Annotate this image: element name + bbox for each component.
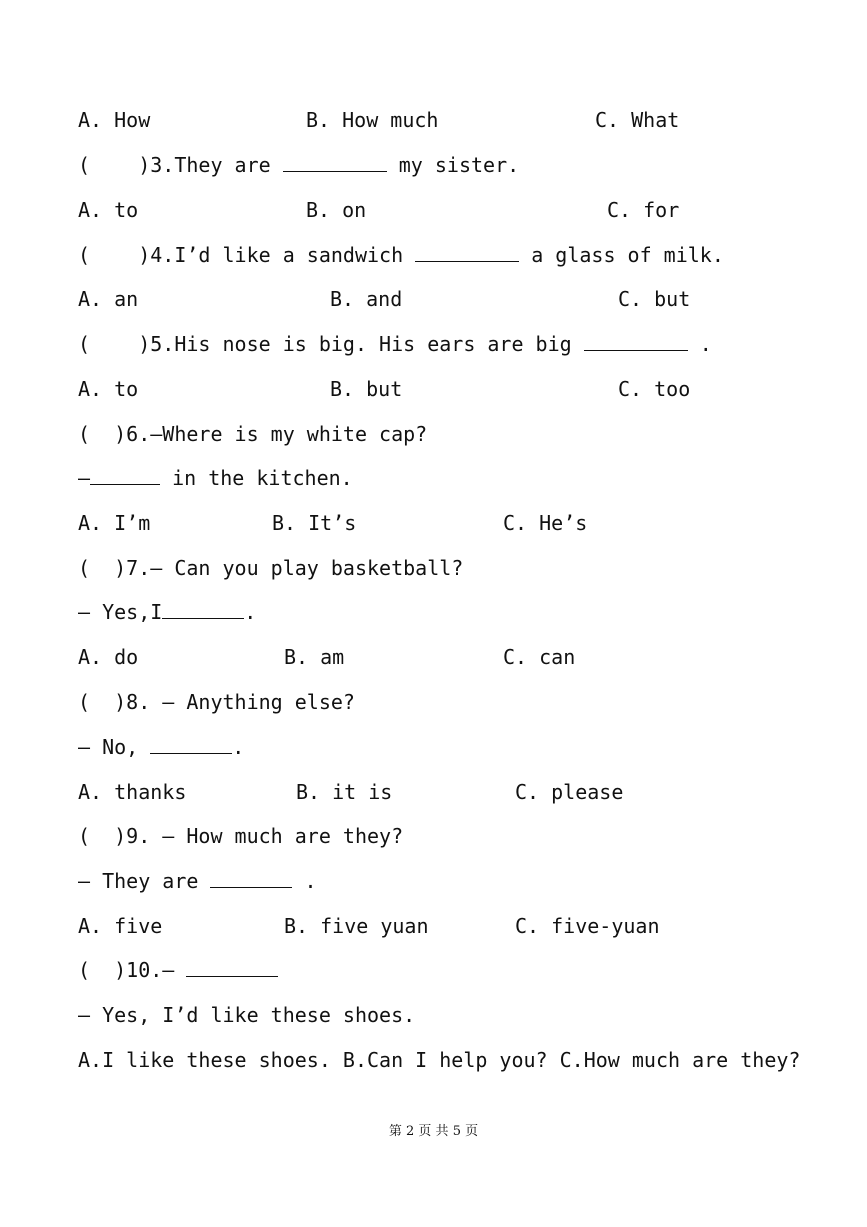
q5-option-a: A. to (78, 377, 139, 401)
q2-option-c: C. What (595, 108, 680, 132)
q3-text-end: my sister. (386, 153, 520, 177)
q5-option-b: B. but (330, 377, 403, 401)
answer-blank (283, 153, 387, 172)
answer-blank (210, 869, 292, 888)
question-8-answer (78, 735, 244, 759)
q10-options: A.I like these shoes. B.Can I help you? C.How much are they? (78, 1048, 801, 1072)
q5-option-c: C. too (618, 377, 691, 401)
q9-option-c: C. five-yuan (515, 914, 660, 938)
q9-option-b: B. five yuan (284, 914, 429, 938)
q6-option-a: A. I’m (78, 511, 151, 535)
q6-option-b: B. It’s (272, 511, 357, 535)
q7-option-c: C. can (503, 645, 576, 669)
question-3 (78, 153, 519, 177)
question-8: ( )8. — Anything else? (78, 690, 355, 714)
q3-option-a: A. to (78, 198, 139, 222)
q4-option-a: A. an (78, 287, 139, 311)
q4-option-c: C. but (618, 287, 691, 311)
page-footer: 第 2 页 共 5 页 (388, 1124, 479, 1139)
q4-text: ( )4.I’d like a sandwich (78, 243, 416, 267)
answer-blank (584, 332, 688, 351)
q5-text-end: . (687, 332, 712, 356)
q8-option-b: B. it is (296, 780, 393, 804)
question-9-answer (78, 869, 317, 893)
answer-blank (415, 243, 519, 262)
q7-answer-end: . (244, 600, 257, 624)
q8-option-c: C. please (515, 780, 624, 804)
q4-text-end: a glass of milk. (519, 243, 724, 267)
q9-option-a: A. five (78, 914, 163, 938)
q2-option-a: A. How (78, 108, 151, 132)
q10-text: ( )10.— (78, 958, 187, 982)
question-7-answer (78, 600, 256, 624)
answer-blank (162, 600, 244, 619)
q7-answer-text: — Yes,I (78, 600, 163, 624)
q3-option-b: B. on (306, 198, 367, 222)
question-6: ( )6.—Where is my white cap? (78, 422, 428, 446)
q7-option-a: A. do (78, 645, 139, 669)
q8-answer-text: — No, (78, 735, 151, 759)
answer-blank (90, 466, 160, 485)
q5-text: ( )5.His nose is big. His ears are big (78, 332, 584, 356)
question-10 (78, 958, 278, 982)
q7-option-b: B. am (284, 645, 345, 669)
question-7: ( )7.— Can you play basketball? (78, 556, 464, 580)
answer-blank (150, 735, 232, 754)
q4-option-b: B. and (330, 287, 403, 311)
answer-blank (186, 958, 278, 977)
q3-option-c: C. for (607, 198, 680, 222)
q3-text: ( )3.They are (78, 153, 283, 177)
q2-option-b: B. How much (306, 108, 439, 132)
q6-option-c: C. He’s (503, 511, 588, 535)
q6-answer-text: in the kitchen. (160, 466, 353, 490)
q6-answer-dash: — (78, 466, 91, 490)
q8-answer-end: . (232, 735, 245, 759)
question-9: ( )9. — How much are they? (78, 824, 404, 848)
question-10-answer: — Yes, I’d like these shoes. (78, 1003, 416, 1027)
question-4 (78, 243, 724, 267)
question-6-answer (78, 466, 353, 490)
question-5 (78, 332, 712, 356)
q9-answer-text: — They are (78, 869, 211, 893)
q8-option-a: A. thanks (78, 780, 187, 804)
q9-answer-end: . (292, 869, 317, 893)
